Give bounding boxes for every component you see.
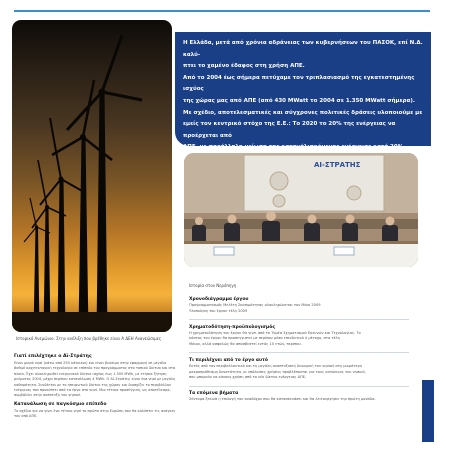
divider	[189, 319, 409, 320]
person	[224, 223, 240, 243]
turbine-blade	[102, 92, 142, 100]
section-line: μακροπρόθεσμη δυνατότητα, οι υπόλοιπες χρήσεις προβλέπονται για τους κατοίκους του νησιού,	[189, 369, 366, 374]
person	[342, 223, 358, 243]
top-rule	[14, 10, 430, 12]
intro-line: Με σχέδιο, αποτελεσματικές και σύγχρονες πολιτικές δράσεις υλοποιούμε με	[183, 109, 423, 116]
section-line: Είναι μικρό νησί (κάτω από 250 κάτοικοι) και είναι βιώσιμη στην εφαρμογή σε μεγάλο	[14, 361, 167, 365]
section-funding	[189, 324, 409, 348]
intro-line: Η Ελλάδα, μετά από χρόνια αδράνειας των κυβερνήσεων του ΠΑΣΟΚ, επί Ν.Δ. καλύ-	[183, 40, 423, 58]
section-line: ρεύματος 2004, μέχρι περίπου κατανάλωση 4 MWh. Ο Αϊ-Στράτης είναι ένα νησί με	[14, 377, 162, 382]
person	[382, 225, 398, 243]
section-benefits	[189, 357, 409, 381]
intro-line: πτει το χαμένο έδαφος στη χρήση ΑΠΕ.	[183, 63, 305, 70]
intro-box	[175, 32, 431, 151]
section-line: Μάιου, αλλά ασφαλώς θα αποσβεστεί εντός 10 ετών, περίπου.	[189, 341, 302, 346]
turbine-blade	[83, 80, 94, 137]
section-line: κόστος του έργου θα προσεγγιστεί με περίπου μέσο επενδυτικό ή μέτοχο, στα τέλη	[189, 336, 340, 341]
right-column	[189, 296, 409, 408]
person	[192, 225, 206, 243]
section-next-steps	[189, 390, 409, 403]
section-paragraph	[14, 361, 176, 399]
wind-photo-caption: Ιστορικό Ανεμώνιο. Στην ανέλιξη που βρέθηκε είναι Α ΔΕΗ Ανανεώσιμες	[16, 336, 162, 341]
divider	[189, 352, 409, 353]
intro-line: Από το 2004 έως σήμερα πετύχαμε τον τριπλασιασμό της εγκατεστημένης ισχύος	[183, 74, 415, 93]
left-column	[14, 354, 176, 423]
horizon-ground	[12, 312, 172, 332]
side-tab	[422, 380, 434, 442]
section-line: Εκτός από τον περιβαλλοντικό και τη μεγάλη αναπτυξιακή δυναμική του νησιού στη μικρότερη	[189, 364, 363, 369]
turbine-blade	[83, 137, 112, 160]
section-title: Τα επόμενα βήματα	[189, 391, 239, 397]
section-line: βαθμό αρχιτεκτονική τεχνολογία σε επίπεδο του προγράμματος στα τοπικά δίκτυα και στα	[14, 366, 176, 371]
section-title: Τι περιλέχνει από το έργο αυτό	[189, 358, 268, 364]
turbine-blade	[61, 179, 84, 192]
section-line: διασχίζει το περιβάλλον ενέργειας που προκύπτει από τα έργα στο νησί. Μια τέτοια	[14, 382, 172, 393]
wind-turbines-illustration	[12, 20, 172, 332]
section-line: Σύντομα ξεκινά η επιλογή του αναδόχου που θα κατασκευάσει και θα λειτουργήσει την πρώτη μονάδα.	[189, 397, 376, 402]
turbine-blade	[24, 227, 37, 242]
turbine-tower	[79, 138, 88, 332]
section-title: Κατανάλωση σε παγκόσμιο επίπεδο	[14, 401, 107, 407]
section-line: μεγάλη καθαρότητα. Συνδέεται με το ηπειρωτικό δίκτυο της χώρας και	[14, 377, 176, 387]
conference-photo	[184, 153, 418, 267]
turbine-blade	[102, 35, 122, 92]
section-title: Χρηματοδότηση-προϋπολογισμός	[189, 324, 275, 330]
section-schedule	[189, 296, 409, 314]
conference-illustration	[184, 153, 418, 267]
section-line: προσέγγιση, ως αποτέλεσμα, συμβάλλει στην ανάπτυξη του νησιού.	[14, 388, 171, 398]
section-line: Το σχέδιο για να γίνει ένα τέτοιο νησί το πρώτο στην Ευρώπη που θα καλύπτει τις ανάγκες του από ΑΠΕ.	[14, 408, 176, 419]
person	[262, 221, 280, 243]
turbine-blade	[38, 160, 47, 207]
conference-photo-caption: Ιστορία στον Νερόπηγη	[189, 283, 237, 288]
section-line: Προγραμματισμός Μελέτη Σκοπιμότητας ολοκληρώνεται τον Μάιο 2009	[189, 303, 321, 307]
section-line: που μπορούν να κάνουν χρήση από το νέο δίκτυο ενέργειας ΑΠΕ.	[189, 375, 307, 380]
turbine-tower	[58, 180, 65, 332]
section-title: Γιατί επιλέχτηκε ο Αϊ-Στράτης	[14, 354, 92, 359]
section-title: Χρονοδιάγραμμα έργου	[189, 297, 249, 302]
banner-title: ΑΙ-ΣΤΡΑΤΗΣ	[314, 161, 361, 169]
section-line: πλοία. Έχει ολοκληρωθεί ενεργειακό δίκτυο ισχύος έως 1.500 MWh, με ετήσια ζήτηση	[14, 371, 167, 376]
person	[304, 223, 320, 243]
intro-line: ΑΠΕ, με παράλληλη μείωση της κατανάλισκόμενης ενέργειας κατά 20%	[183, 144, 404, 151]
intro-line: της χώρας μας από ΑΠΕ (από 430 MWatt το 2004 σε 1.350 MWatt σήμερα).	[183, 97, 415, 104]
turbine-blade	[50, 118, 61, 179]
divider	[189, 386, 409, 387]
intro-line: εμείς τον κεντρικό στόχο της Ε.Ε.: Το 2020 το 20% της ενέργειας να προέρχεται από	[183, 121, 396, 139]
wind-turbines-photo	[12, 20, 172, 332]
section-line: Υλοποίηση του έργου τέλη 2009	[189, 308, 248, 313]
turbine-blade	[30, 198, 37, 227]
section-line: Η χρηματοδότηση του έργου θα γίνει από το Τομέα Σχηματισμού Ερευνών και Τεχνολογίας. Το	[189, 330, 361, 335]
section-paragraph	[14, 409, 176, 420]
turbine-tower	[97, 94, 107, 332]
